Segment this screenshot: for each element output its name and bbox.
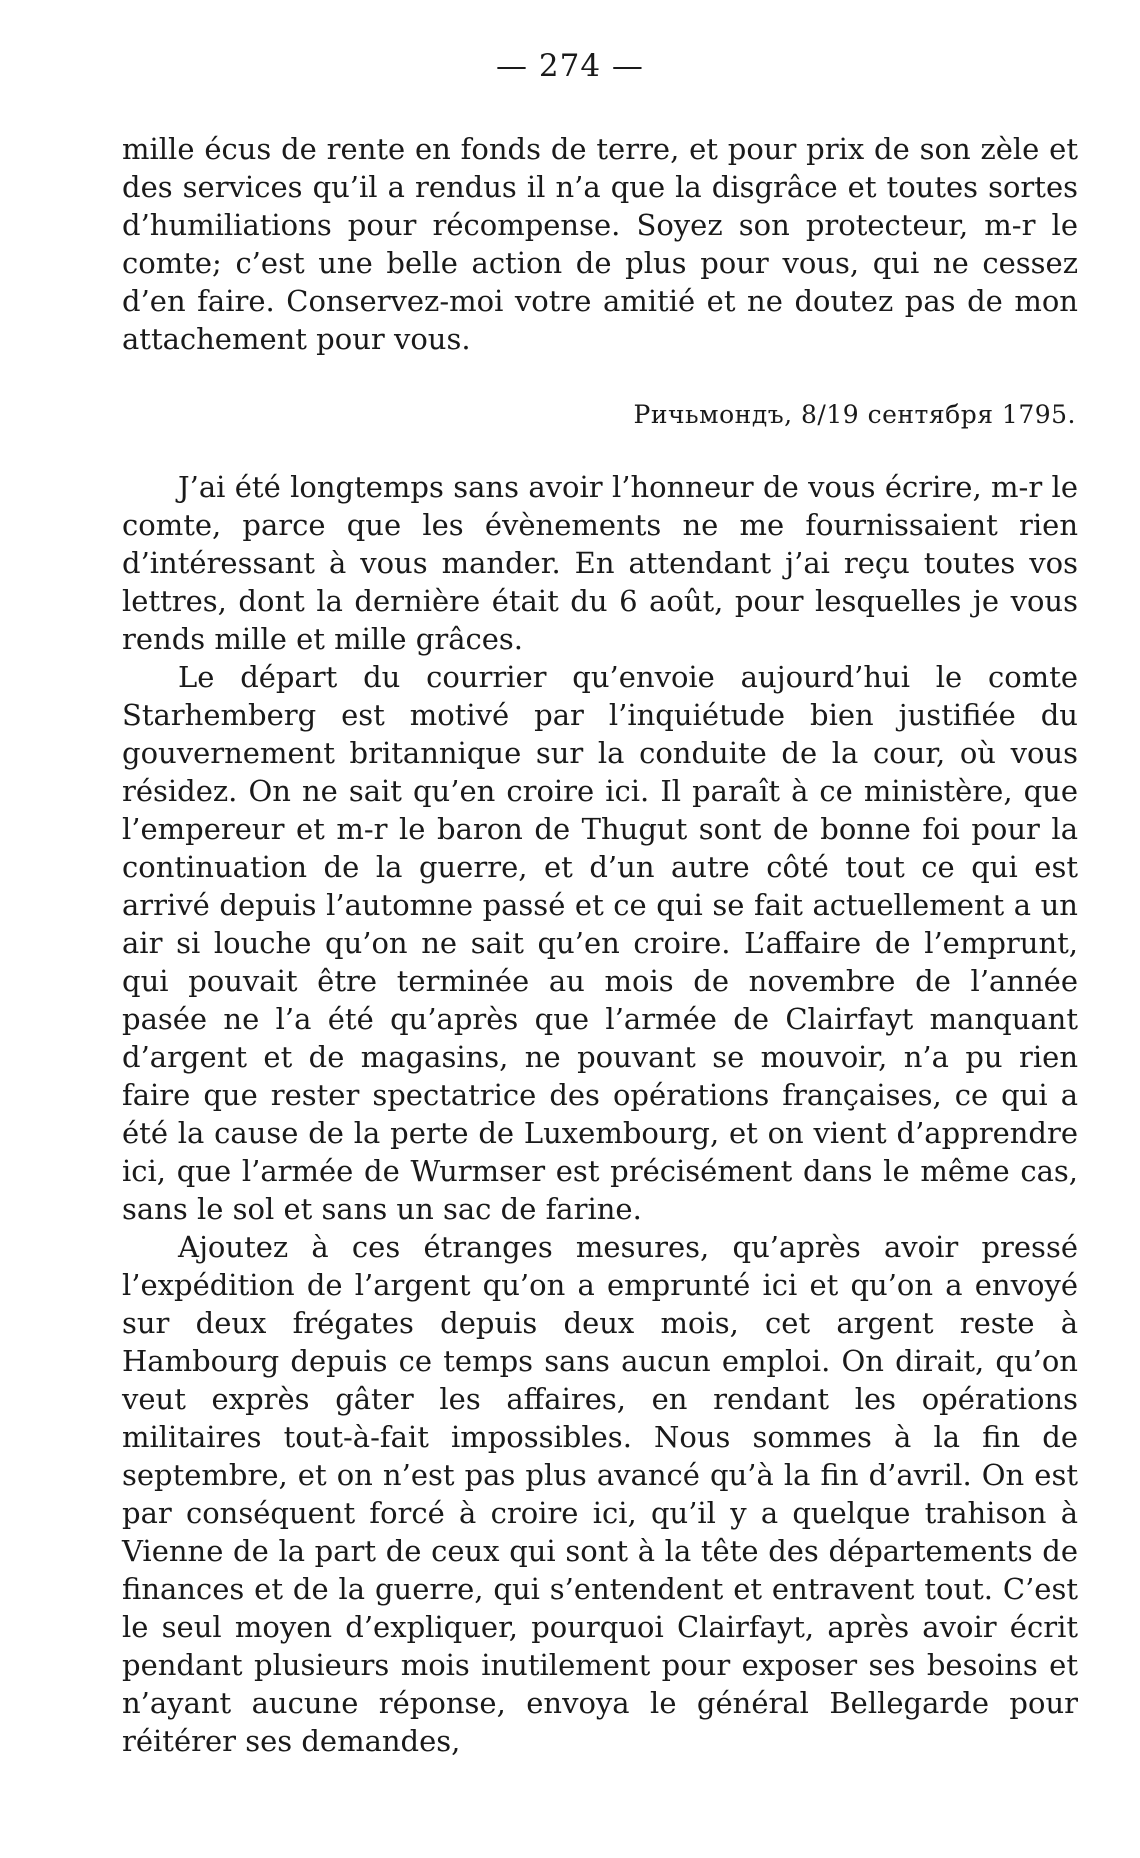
letter-paragraph: Le départ du courrier qu’envoie aujourd’hui le comte Starhemberg est motivé par l’inquiétude bien justifiée du gouvernement britannique sur la conduite de la cour, où vous résidez. On ne sait qu’en croire ici. Il paraît à ce ministère, que l’empereur et m-r le baron de Thugut sont de bonne foi pour la continuation de la guerre, et d’un autre côté tout ce qui est arrivé depuis l’automne passé et ce qui se fait actuellement a un air si louche qu’on ne sait qu’en croire. L’affaire de l’emprunt, qui pouvait être terminée au mois de novembre de l’année pasée ne l’a été qu’après que l’armée de Clairfayt manquant d’argent et de magasins, ne pouvant se mouvoir, n’a pu rien faire que rester spectatrice des opérations françaises, ce qui a été la cause de la perte de Luxembourg, et on vient d’apprendre ici, que l’armée de Wurmser est précisément dans le même cas, sans le sol et sans un sac de farine.: [122, 660, 1078, 1226]
continued-paragraph: mille écus de rente en fonds de terre, et pour prix de son zèle et des services qu’il a rendus il n’a que la disgrâce et toutes sortes d’humiliations pour récompense. Soyez son protecteur, m-r le comte; c’est une belle action de plus pour vous, qui ne cessez d’en faire. Conservez-moi votre amitié et ne doutez pas de mon attachement pour vous.: [122, 132, 1078, 356]
letter-dateline: Ричьмондъ, 8/19 сентября 1795.: [633, 400, 1076, 429]
page-number: — 274 —: [496, 48, 644, 84]
letter-paragraph: J’ai été longtemps sans avoir l’honneur de vous écrire, m-r le comte, parce que les évènements ne me fournissaient rien d’intéressant à vous mander. En attendant j’ai reçu toutes vos lettres, dont la dernière était du 6 août, pour lesquelles je vous rends mille et mille grâces.: [122, 470, 1078, 656]
letter-paragraph: Ajoutez à ces étranges mesures, qu’après avoir pressé l’expédition de l’argent qu’on a emprunté ici et qu’on a envoyé sur deux frégates depuis deux mois, cet argent reste à Hambourg depuis ce temps sans aucun emploi. On dirait, qu’on veut exprès gâter les affaires, en rendant les opérations militaires tout-à-fait impossibles. Nous sommes à la fin de septembre, et on n’est pas plus avancé qu’à la fin d’avril. On est par conséquent forcé à croire ici, qu’il y a quelque trahison à Vienne de la part de ceux qui sont à la tête des départements de finances et de la guerre, qui s’entendent et entravent tout. C’est le seul moyen d’expliquer, pourquoi Clairfayt, après avoir écrit pendant plusieurs mois inutilement pour exposer ses besoins et n’ayant aucune réponse, envoya le général Bellegarde pour réitérer ses demandes,: [122, 1230, 1078, 1758]
letter-body: [122, 468, 1078, 1760]
continued-letter-text: [122, 130, 1078, 358]
